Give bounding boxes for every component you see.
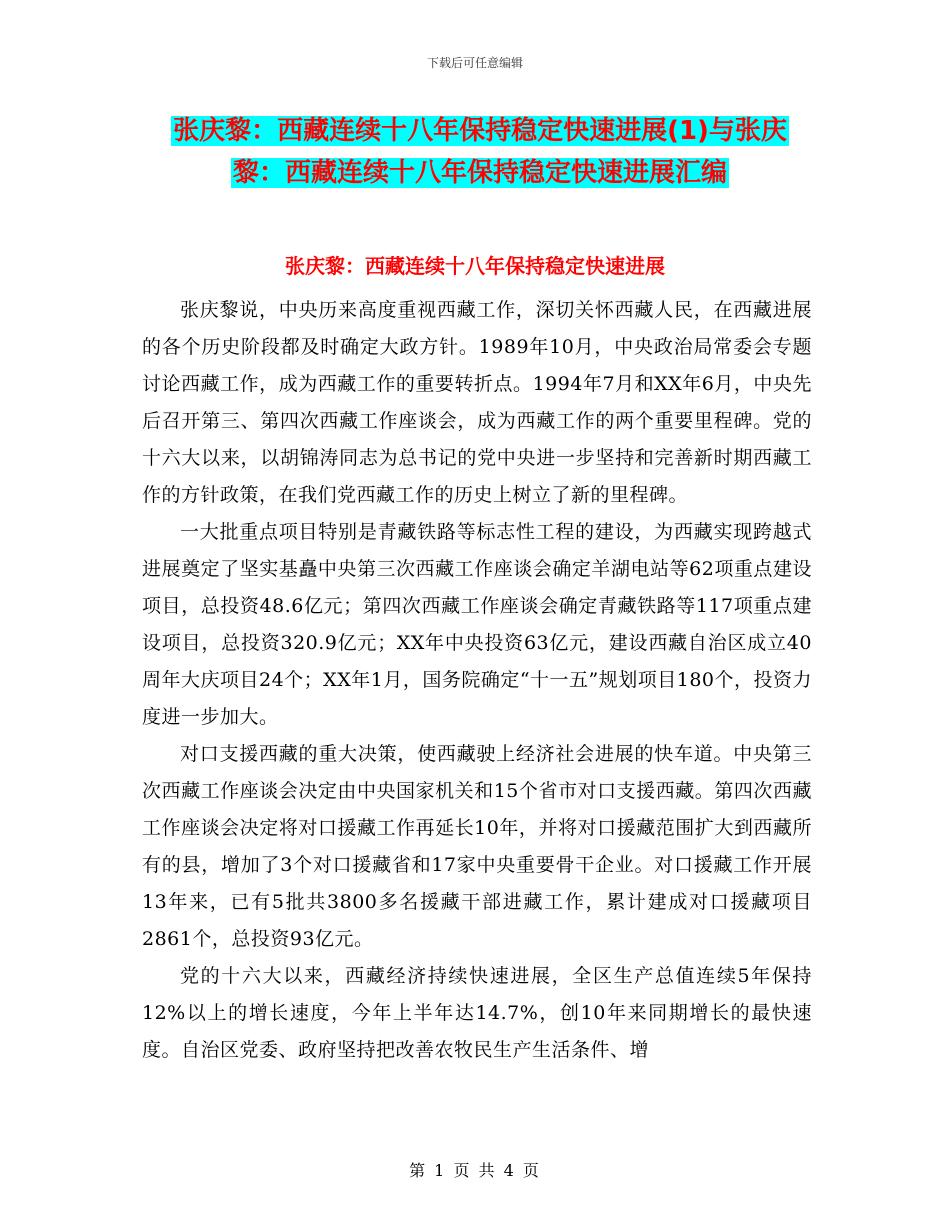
document-title [140,110,820,194]
paragraph-3: 对口支援西藏的重大决策，使西藏驶上经济社会进展的快车道。中央第三次西藏工作座谈会决定由中央国家机关和15个省市对口支援西藏。第四次西藏工作座谈会决定将对口援藏工作再延长10年，并将对口援藏范围扩大到西藏所有的县，增加了3个对口援藏省和17家中央重要骨干企业。对口援藏工作开展13年来，已有5批共3800多名援藏干部进藏工作，累计建成对口援藏项目2861个，总投资93亿元。 [142,743,812,950]
article-body [142,292,812,1069]
paragraph-4: 党的十六大以来，西藏经济持续快速进展，全区生产总值连续5年保持12%以上的增长速度，今年上半年达14.7%，创10年来同期增长的最快速度。自治区党委、政府坚持把改善农牧民生产生活条件、增 [142,965,812,1061]
page-header: 下载后可任意编辑 [426,56,523,70]
title-line-2-text: 黎：西藏连续十八年保持稳定快速进展汇编 [232,158,727,188]
paragraph-1: 张庆黎说，中央历来高度重视西藏工作，深切关怀西藏人民，在西藏进展的各个历史阶段都及时确定大政方针。1989年10月，中央政治局常委会专题讨论西藏工作，成为西藏工作的重要转折点。1994年7月和XX年6月，中央先后召开第三、第四次西藏工作座谈会，成为西藏工作的两个重要里程碑。党的十六大以来，以胡锦涛同志为总书记的党中央进一步坚持和完善新时期西藏工作的方针政策，在我们党西藏工作的历史上树立了新的里程碑。 [142,299,812,506]
page-number: 第 1 页 共 4 页 [409,1161,541,1180]
document-title-line-1 [140,110,820,152]
paragraph-2: 一大批重点项目特别是青藏铁路等标志性工程的建设，为西藏实现跨越式进展奠定了坚实基矗中央第三次西藏工作座谈会确定羊湖电站等62项重点建设项目，总投资48.6亿元；第四次西藏工作座谈会确定青藏铁路等117项重点建设项目，总投资320.9亿元；XX年中央投资63亿元，建设西藏自治区成立40周年大庆项目24个；XX年1月，国务院确定“十一五”规划项目180个，投资力度进一步加大。 [142,521,813,728]
title-line-1-text: 张庆黎：西藏连续十八年保持稳定快速进展(1)与张庆 [173,116,787,146]
section-title: 张庆黎：西藏连续十八年保持稳定快速进展 [285,254,665,278]
document-title-line-2 [140,152,820,194]
